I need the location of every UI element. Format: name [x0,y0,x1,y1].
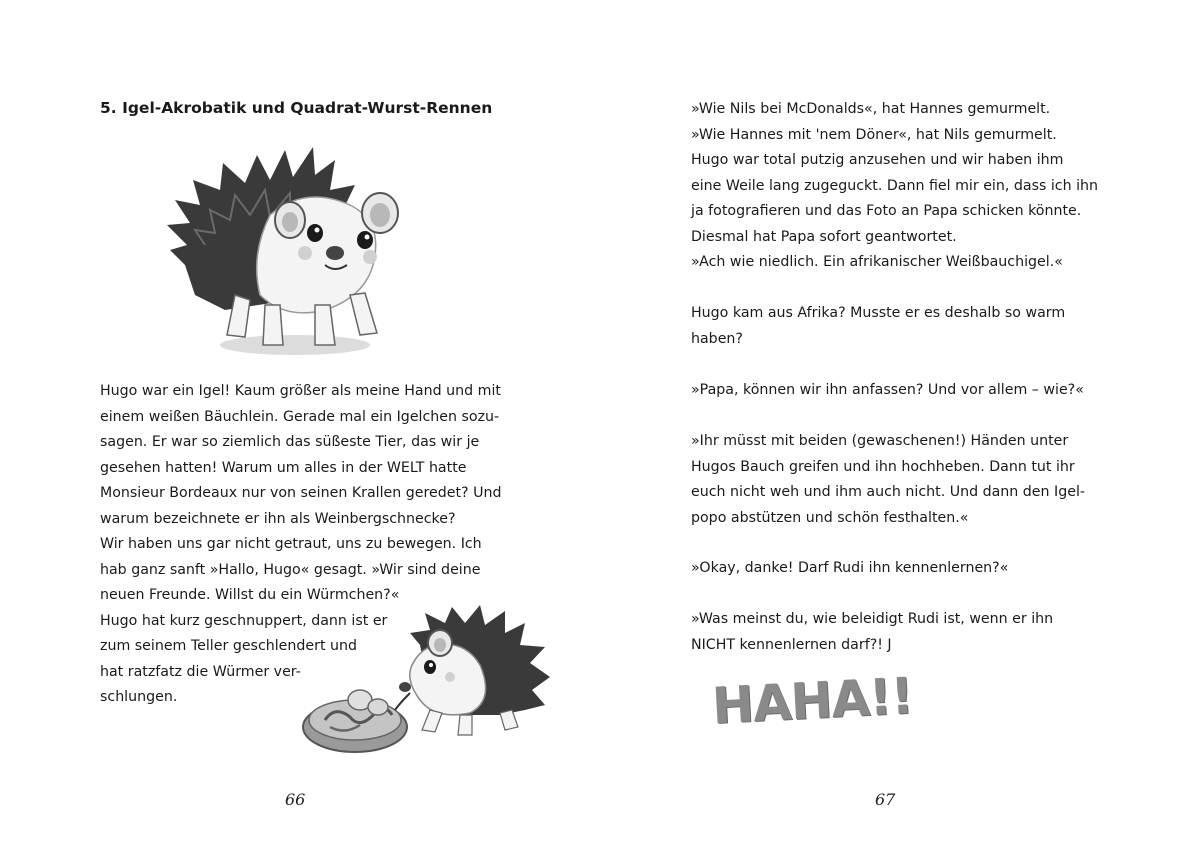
text-line: »Was meinst du, wie beleidigt Rudi ist, wenn er ihn [691,611,1054,627]
text-line: zum seinem Teller geschlendert und [100,638,358,654]
text-line: NICHT kennenlernen darf?! J [691,636,892,653]
right-paragraph-6 [691,607,1053,658]
text-line: »Wie Nils bei McDonalds«, hat Hannes gemurmelt. [691,101,1051,117]
text-line: Monsieur Bordeaux nur von seinen Krallen geredet? Und [100,485,502,501]
text-line: Hugo war ein Igel! Kaum größer als meine Hand und mit [100,383,501,399]
text-line: euch nicht weh und ihm auch nicht. Und dann den Igel- [691,484,1086,500]
text-line: hab ganz sanft »Hallo, Hugo« gesagt. »Wir sind deine [100,561,481,578]
right-paragraph-2 [691,301,1065,352]
text-line: Diesmal hat Papa sofort geantwortet. [691,228,957,245]
text-line: »Wie Hannes mit 'nem Döner«, hat Nils gemurmelt. [691,126,1057,143]
haha-lettering: HAHA!! [710,666,915,736]
text-line: »Ach wie niedlich. Ein afrikanischer Weißbauchigel.« [691,254,1063,270]
text-line: schlungen. [100,689,178,705]
text-line: gesehen hatten! Warum um alles in der WELT hatte [100,459,467,476]
text-line: Hugo war total putzig anzusehen und wir haben ihm [691,152,1064,168]
page-number: 67 [875,790,896,809]
text-line: neuen Freunde. Willst du ein Würmchen?« [100,587,400,603]
chapter-title: 5. Igel-Akrobatik und Quadrat-Wurst-Rennen [100,99,493,117]
right-paragraph-3 [691,378,1084,404]
text-line: Hugo hat kurz geschnuppert, dann ist er [100,612,388,629]
text-line: ja fotografieren und das Foto an Papa schicken könnte. [691,203,1082,219]
text-line: »Okay, danke! Darf Rudi ihn kennenlernen?« [691,560,1009,576]
hedgehog-eating-illustration [300,605,555,760]
text-line: popo abstützen und schön festhalten.« [691,509,969,526]
text-line: einem weißen Bäuchlein. Gerade mal ein Igelchen sozu- [100,408,500,425]
right-paragraph-5 [691,556,1008,582]
page-number: 66 [285,790,306,809]
text-line: Hugo kam aus Afrika? Musste er es deshalb so warm [691,305,1066,321]
text-line: Wir haben uns gar nicht getraut, uns zu bewegen. Ich [100,536,482,552]
text-line: sagen. Er war so ziemlich das süßeste Tier, das wir je [100,434,480,450]
text-line: hat ratzfatz die Würmer ver- [100,663,301,680]
left-page [0,0,590,844]
text-line: haben? [691,330,743,347]
right-paragraph-1 [691,97,1098,276]
text-line: eine Weile lang zugeguckt. Dann fiel mir ein, dass ich ihn [691,177,1099,194]
right-paragraph-4 [691,429,1085,531]
text-line: »Papa, können wir ihn anfassen? Und vor allem – wie?« [691,382,1084,398]
text-line: Hugos Bauch greifen und ihn hochheben. Dann tut ihr [691,458,1075,475]
hedgehog-illustration [165,145,400,360]
text-line: warum bezeichnete er ihn als Weinbergschnecke? [100,510,456,527]
text-line: »Ihr müsst mit beiden (gewaschenen!) Händen unter [691,433,1069,449]
